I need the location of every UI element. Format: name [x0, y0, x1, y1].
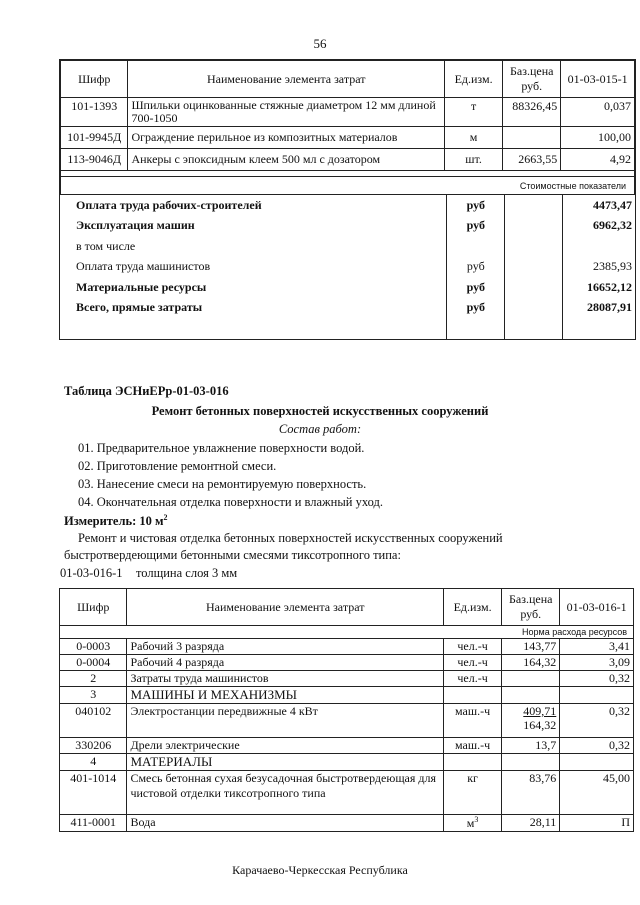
table-row — [61, 149, 635, 171]
summary-spacer — [60, 318, 635, 339]
table1-grid — [60, 60, 635, 195]
norm-label-row — [60, 626, 634, 639]
table2-grid — [59, 588, 634, 832]
cost-label: Стоимостные показатели — [61, 177, 635, 195]
header-unit: Ед.изм. — [445, 61, 503, 98]
section-name: МАТЕРИАЛЫ — [127, 754, 444, 771]
header-name: Наименование элемента затрат — [127, 589, 444, 626]
summary-value: 2385,93 — [593, 259, 632, 274]
row-price: 409,71 164,32 — [502, 704, 560, 738]
row-unit: чел.-ч — [444, 655, 502, 671]
row-name: Рабочий 4 разряда — [127, 655, 444, 671]
summary-row — [60, 277, 635, 298]
row-code: 0-0004 — [60, 655, 127, 671]
row-name: Рабочий 3 разряда — [127, 639, 444, 655]
row-name: Вода — [127, 815, 444, 832]
page-number: 56 — [313, 36, 327, 51]
summary-name: Оплата труда рабочих-строителей — [76, 197, 262, 212]
summary-row — [60, 195, 635, 216]
header-code-col: 01-03-016-1 — [560, 589, 634, 626]
table-row — [60, 704, 634, 738]
header-unit: Ед.изм. — [444, 589, 502, 626]
row-price: 164,32 — [502, 655, 560, 671]
row-unit: маш.-ч — [444, 704, 502, 738]
work-step: 03. Нанесение смеси на ремонтируемую поверхность. — [78, 477, 367, 491]
item-code: 01-03-016-1 — [60, 566, 123, 580]
row-unit: маш.-ч — [444, 738, 502, 754]
row-code: 040102 — [60, 704, 127, 738]
summary-name: в том числе — [76, 238, 136, 253]
header-price: Баз.цена руб. — [502, 589, 560, 626]
row-code: 113-9046Д — [61, 149, 128, 171]
row-price: 143,77 — [502, 639, 560, 655]
meter-label: Измеритель: 10 $м^2$ — [64, 513, 168, 529]
row-name: Шпильки оцинкованные стяжные диаметром 12 мм длиной 700-1050 — [128, 98, 445, 127]
row-unit: кг — [444, 771, 502, 815]
row-price — [503, 127, 561, 149]
cost-label-row — [61, 177, 635, 195]
row-name: Смесь бетонная сухая безусадочная быстротвердеющая для чистовой отделки тиксотропного типа — [127, 771, 444, 815]
table-row — [60, 815, 634, 832]
summary-unit: руб — [447, 257, 505, 278]
row-code: 411-0001 — [60, 815, 127, 832]
summary-unit: руб — [447, 298, 505, 319]
row-price: 13,7 — [502, 738, 560, 754]
summary-unit: руб — [447, 195, 505, 216]
work-step: 02. Приготовление ремонтной смеси. — [78, 459, 277, 473]
table-row — [60, 738, 634, 754]
summary-unit: руб — [447, 216, 505, 237]
table-row — [60, 771, 634, 815]
header-code: Шифр — [60, 589, 127, 626]
table-row — [60, 671, 634, 687]
row-price: 28,11 — [502, 815, 560, 832]
summary-name: Материальные ресурсы — [76, 279, 207, 294]
resource-table-01-03-016 — [59, 588, 634, 832]
summary-name: Эксплуатация машин — [76, 218, 195, 233]
row-unit: $м^3$ — [444, 815, 502, 832]
row-unit: шт. — [445, 149, 503, 171]
row-value: 4,92 — [561, 149, 635, 171]
row-code: 401-1014 — [60, 771, 127, 815]
row-name: Электростанции передвижные 4 кВт — [127, 704, 444, 738]
summary-value: 4473,47 — [593, 197, 632, 212]
row-unit: чел.-ч — [444, 671, 502, 687]
summary-value: 6962,32 — [593, 218, 632, 233]
description-line: быстротвердеющими бетонными смесями тиксотропного типа: — [64, 548, 401, 562]
row-value: 100,00 — [561, 127, 635, 149]
row-value: 0,32 — [560, 671, 634, 687]
table-row — [60, 639, 634, 655]
row-name: Дрели электрические — [127, 738, 444, 754]
row-code: 101-1393 — [61, 98, 128, 127]
row-name: Ограждение перильное из композитных материалов — [128, 127, 445, 149]
table1-header-row — [61, 61, 635, 98]
footer-region: Карачаево-Черкесская Республика — [232, 863, 408, 877]
row-price: 2663,55 — [503, 149, 561, 171]
section-code: 4 — [60, 754, 127, 771]
table-title: Таблица ЭСНиЕРр-01-03-016 — [64, 384, 229, 398]
row-unit: м — [445, 127, 503, 149]
row-value: 0,32 — [560, 704, 634, 738]
summary-row — [60, 257, 635, 278]
row-value: 3,09 — [560, 655, 634, 671]
cost-table-01-03-015 — [59, 59, 636, 340]
row-unit: чел.-ч — [444, 639, 502, 655]
section-name: МАШИНЫ И МЕХАНИЗМЫ — [127, 687, 444, 704]
row-value: П — [560, 815, 634, 832]
row-value: 3,41 — [560, 639, 634, 655]
summary-row — [60, 298, 635, 319]
header-name: Наименование элемента затрат — [128, 61, 445, 98]
header-code-col: 01-03-015-1 — [561, 61, 635, 98]
section-row — [60, 754, 634, 771]
section-heading: Ремонт бетонных поверхностей искусственных сооружений — [151, 404, 489, 418]
summary-value: 16652,12 — [587, 279, 632, 294]
section-row — [60, 687, 634, 704]
row-unit: т — [445, 98, 503, 127]
row-code: 330206 — [60, 738, 127, 754]
summary-unit: руб — [447, 277, 505, 298]
row-price: 83,76 — [502, 771, 560, 815]
norm-label: Норма расхода ресурсов — [60, 626, 634, 639]
table-row — [61, 98, 635, 127]
row-value: 0,037 — [561, 98, 635, 127]
header-price: Баз.цена руб. — [503, 61, 561, 98]
summary-row — [60, 236, 635, 257]
row-price: 88326,45 — [503, 98, 561, 127]
table-row — [61, 127, 635, 149]
description-line: Ремонт и чистовая отделка бетонных поверхностей искусственных сооружений — [78, 531, 503, 545]
row-value: 45,00 — [560, 771, 634, 815]
summary-table — [60, 195, 635, 339]
summary-name: Всего, прямые затраты — [76, 300, 203, 315]
row-value: 0,32 — [560, 738, 634, 754]
work-step: 01. Предварительное увлажнение поверхности водой. — [78, 441, 365, 455]
row-code: 2 — [60, 671, 127, 687]
work-composition-title: Состав работ: — [278, 422, 362, 436]
row-code: 0-0003 — [60, 639, 127, 655]
item-description: толщина слоя 3 мм — [136, 566, 238, 580]
row-code: 101-9945Д — [61, 127, 128, 149]
summary-value: 28087,91 — [587, 300, 632, 315]
summary-row — [60, 216, 635, 237]
table-row — [60, 655, 634, 671]
summary-name: Оплата труда машинистов — [76, 259, 211, 274]
work-step: 04. Окончательная отделка поверхности и влажный уход. — [78, 495, 383, 509]
row-name: Анкеры с эпоксидным клеем 500 мл с дозатором — [128, 149, 445, 171]
row-name: Затраты труда машинистов — [127, 671, 444, 687]
header-code: Шифр — [61, 61, 128, 98]
table2-header-row — [60, 589, 634, 626]
section-code: 3 — [60, 687, 127, 704]
